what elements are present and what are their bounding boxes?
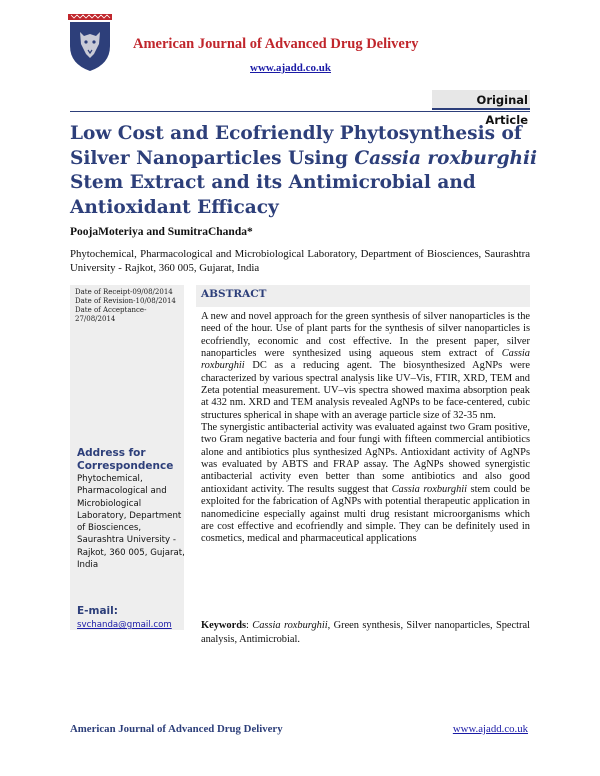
abstract-body xyxy=(201,311,530,546)
keywords: Keywords: Cassia roxburghii, Green synthesis, Silver nanoparticles, Spectral analysis, Antimicrobial. xyxy=(201,620,530,645)
address-heading: Address for Correspondence xyxy=(77,447,174,472)
keywords-label: Keywords xyxy=(201,620,247,631)
species-name: Cassia roxburghii xyxy=(391,483,468,495)
abstract-heading: ABSTRACT xyxy=(201,288,267,300)
species-name: Cassia roxburghii xyxy=(201,348,530,372)
abstract-paragraph-1: A new and novel approach for the green synthesis of silver nanoparticles is the need of the hour. Use of plant parts for the synthesis of silver nanoparticles is ecofriendly, economic and cost effective. In the present paper, silver nanoparticles were synthesized using aqueous stem extract of Cassia roxburghii DC as a reducing agent. The biosynthesized AgNPs were characterized by various spectral analysis like UV–Vis, FTIR, XRD, TEM and Zeta potential measurement. UV–vis spectra showed maxima absorption peak at 432 nm. XRD and TEM analysis revealed AgNPs to be face-centered, cubic structures spherical in shape with an average particle size of 32-35 nm. xyxy=(201,311,530,421)
title-part-1: Low Cost and Ecofriendly Phytosynthesis of Silver Nanoparticles Using xyxy=(70,123,522,169)
keywords-list: , Green synthesis, Silver nanoparticles, Spectral analysis, Antimicrobial. xyxy=(201,620,530,645)
journal-url-link[interactable]: www.ajadd.co.uk xyxy=(250,62,331,74)
journal-title: American Journal of Advanced Drug Delivery xyxy=(133,36,419,52)
footer-url-link[interactable]: www.ajadd.co.uk xyxy=(452,723,528,735)
footer-journal-title: American Journal of Advanced Drug Delivery xyxy=(70,723,283,735)
title-part-2: Stem Extract and its Antimicrobial and Antioxidant Efficacy xyxy=(70,172,476,218)
affiliation: Phytochemical, Pharmacological and Microbiological Laboratory, Department of Biosciences, Saurashtra University - Rajkot, 360 005, Gujarat, India xyxy=(70,248,530,274)
authors: PoojaMoteriya and SumitraChanda* xyxy=(70,226,253,238)
date-acceptance: Date of Acceptance-27/08/2014 xyxy=(75,306,147,323)
date-revision: Date of Revision-10/08/2014 xyxy=(75,297,176,305)
keywords-species: Cassia roxburghii xyxy=(252,620,328,631)
title-species: Cassia roxburghii xyxy=(354,147,538,169)
article-type-badge: Original Article xyxy=(432,90,530,110)
email-link[interactable]: svchanda@gmail.com xyxy=(77,620,172,630)
date-receipt: Date of Receipt-09/08/2014 xyxy=(75,288,173,296)
journal-logo xyxy=(68,14,112,72)
address-body: Phytochemical, Pharmacological and Microbiological Laboratory, Department of Biosciences, Saurashtra University - Rajkot, 360 005, Gujarat, India xyxy=(77,474,185,571)
dates-list xyxy=(75,288,183,324)
header-divider xyxy=(70,111,530,112)
email-heading: E-mail: xyxy=(77,605,118,617)
abstract-paragraph-2: The synergistic antibacterial activity was evaluated against two Gram positive, two Gram negative bacteria and four fungi with fifteen commercial antibiotics alone and antibiotics plus synthesized AgNPs. Antioxidant activity of AgNPs was evaluated by ABTS and FRAP assay. The AgNPs showed synergistic antibacterial activity even better than some antibiotics and also good antioxidant activity. The results suggest that Cassia roxburghii stem could be exploited for the fabrication of AgNPs with potential therapeutic application in nanomedicine especially against multi drug resistant microorganisms which are cost effective and ecofriendly and simple. They can be definitely used in cosmetics, medical and pharmaceutical applications xyxy=(201,422,531,545)
article-title xyxy=(70,122,540,220)
